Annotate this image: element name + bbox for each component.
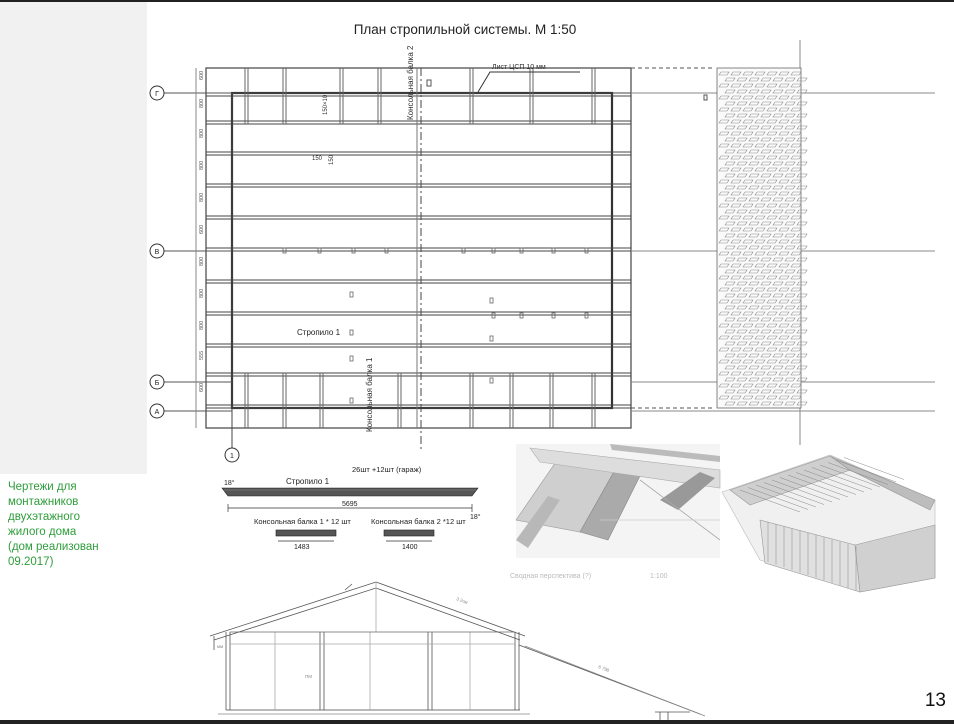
axis-label-a: А [154,409,160,416]
beam2-part-label: Консольная балка 2 *12 шт [371,517,466,526]
plan-left-dimension: 800 [199,192,205,202]
svg-text:ПМ: ПМ [305,674,312,679]
house-frame-3d-image [722,455,935,592]
beam1-part-label: Консольная балка 1 * 12 шт [254,517,351,526]
slide-caption: Чертежи для монтажников двухэтажного жилого дома (дом реализован 09.2017) [8,481,99,568]
axis-label-v: В [154,249,160,256]
bottom-border [0,720,954,724]
axis-label-1: 1 [230,453,234,460]
plan-left-dimension: 800 [199,288,205,298]
beam2-label: Консольная балка 2 [406,45,415,120]
rafter-detail-3d-image [516,444,720,558]
dim-150x10: 150×10 [323,94,329,115]
drawing-title: План стропильной системы. М 1:50 [353,22,577,37]
beam1-part-shape [276,530,336,536]
plan-left-dimension: 800 [199,160,205,170]
sheet-label: Лист ЦСП 10 мм [492,64,546,71]
beam1-label: Консольная балка 1 [365,357,374,432]
rafter-plan-label: Стропило 1 [297,328,341,337]
rafter-angle-right: 18° [470,514,481,521]
svg-text:6 798: 6 798 [597,664,610,673]
parts-count: 26шт +12шт (гараж) [352,465,422,474]
rafter-part-shape [222,488,478,496]
rafter-length: 5695 [342,501,358,508]
dim-150-a: 150 [312,156,323,162]
svg-text:3 2пм: 3 2пм [455,596,469,605]
plan-left-dimension: 800 [199,128,205,138]
rafter-angle-left: 18° [224,480,235,487]
dim-150-b: 150 [329,154,335,165]
beam2-part-shape [384,530,434,536]
building-section-drawing [210,582,705,720]
rafter-part-label: Стропило 1 [286,477,330,486]
beam2-length: 1400 [402,544,418,551]
page-number: 13 [924,690,946,711]
plan-left-dimension: 800 [199,320,205,330]
faded-perspective-label: Сводная перспектива (?) [510,573,592,580]
plan-left-dimension: 600 [199,70,205,80]
axis-label-g: Г [155,91,159,98]
plan-left-dimension: 600 [199,382,205,392]
beam1-length: 1483 [294,544,310,551]
plan-left-dimension: 800 [199,256,205,266]
plan-left-dimension: 600 [199,224,205,234]
axis-label-b: Б [154,380,160,387]
svg-text:мм: мм [217,644,224,649]
plan-left-dimension: 555 [199,350,205,360]
faded-scale: 1:100 [650,573,668,580]
plan-left-dimension: 800 [199,98,205,108]
